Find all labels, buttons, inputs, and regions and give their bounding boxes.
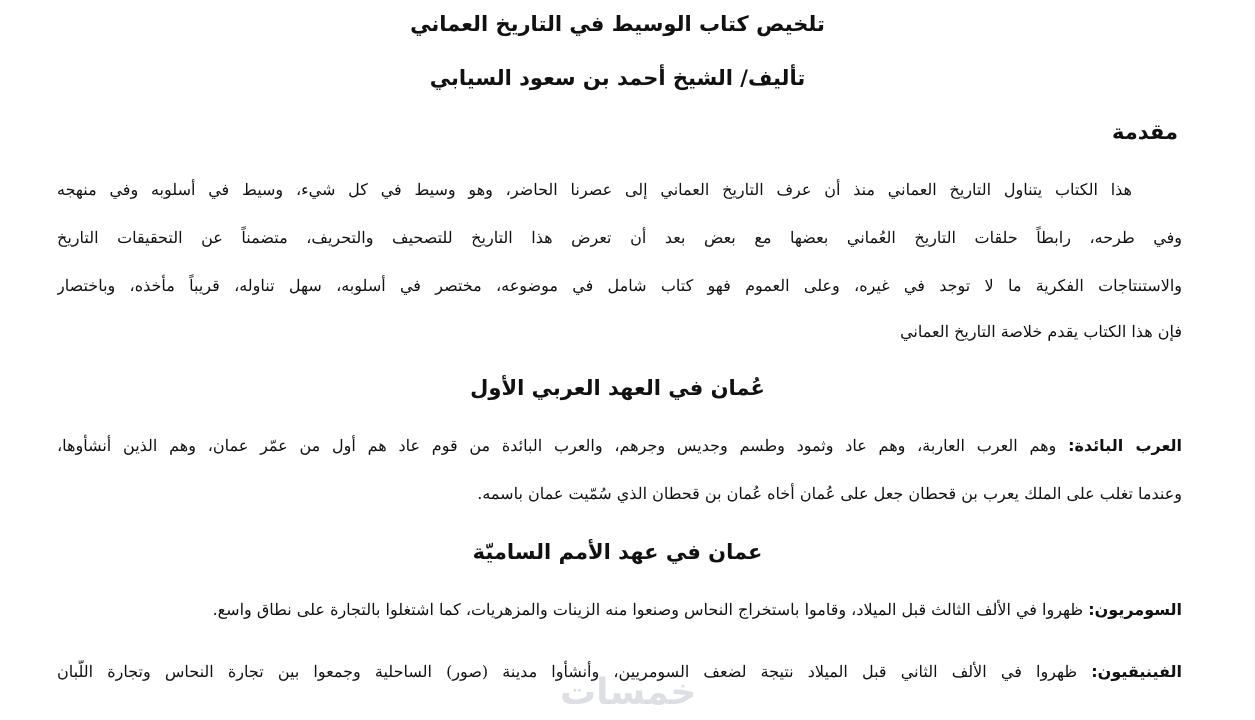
watermark-logo: خمسات: [560, 672, 697, 713]
sumerians-term: السومريون:: [1088, 600, 1182, 619]
section1-heading: عُمان في العهد العربي الأول: [470, 376, 765, 400]
phoenicians-text: ظهروا في الألف الثاني قبل الميلاد نتيجة لضعف السومريين، وأنشأوا مدينة (صور) الساحلية وجمعوا بين تجارة النحاس وتجارة اللُّبان: [57, 662, 1092, 681]
section1-term: العرب البائدة:: [1068, 436, 1182, 455]
sumerians-text: ظهروا في الألف الثالث قبل الميلاد، وقاموا باستخراج النحاس وصنعوا منه الزينات والمزهريات، كما اشتغلوا بالتجارة على نطاق واسع.: [212, 600, 1089, 619]
sumerians-paragraph: [57, 598, 1182, 622]
phoenicians-term: الفينيقيون:: [1091, 662, 1182, 681]
section1-line-1: [57, 434, 1182, 458]
document-title: تلخيص كتاب الوسيط في التاريخ العماني: [410, 12, 825, 36]
intro-line-3: والاستنتاجات الفكرية ما لا توجد في غيره، وعلى العموم فهو كتاب شامل في موضوعه، مختصر في أسلوبه، سهل تناوله، قريباً مأخذه، وباختصار: [57, 276, 1182, 295]
section2-heading: عمان في عهد الأمم الساميّة: [472, 540, 763, 564]
intro-line-1: هذا الكتاب يتناول التاريخ العماني منذ أن عرف التاريخ العماني إلى عصرنا الحاضر، وهو وسيط في كل شيء، وسيط في أسلوبه وفي منهجه: [57, 180, 1132, 199]
section1-line-1-text: وهم العرب العاربة، وهم عاد وثمود وطسم وجديس وجرهم، والعرب البائدة من قوم عاد هم أول من عمّر عمان، وهم الذين أنشأوها،: [57, 436, 1069, 455]
intro-line-2: وفي طرحه، رابطاً حلقات التاريخ العُماني بعضها مع بعض بعد أن تعرض هذا التاريخ للتصحيف والتحريف، متضمناً عن التحقيقات التاريخ: [57, 228, 1182, 247]
intro-line-4: فإن هذا الكتاب يقدم خلاصة التاريخ العماني: [900, 322, 1182, 341]
section1-line-2: وعندما تغلب على الملك يعرب بن قحطان جعل على عُمان أخاه عُمان بن قحطان الذي سُمّيت عمان باسمه.: [477, 484, 1182, 503]
intro-heading: مقدمة: [1112, 120, 1178, 144]
document-author: تأليف/ الشيخ أحمد بن سعود السيابي: [429, 66, 806, 90]
